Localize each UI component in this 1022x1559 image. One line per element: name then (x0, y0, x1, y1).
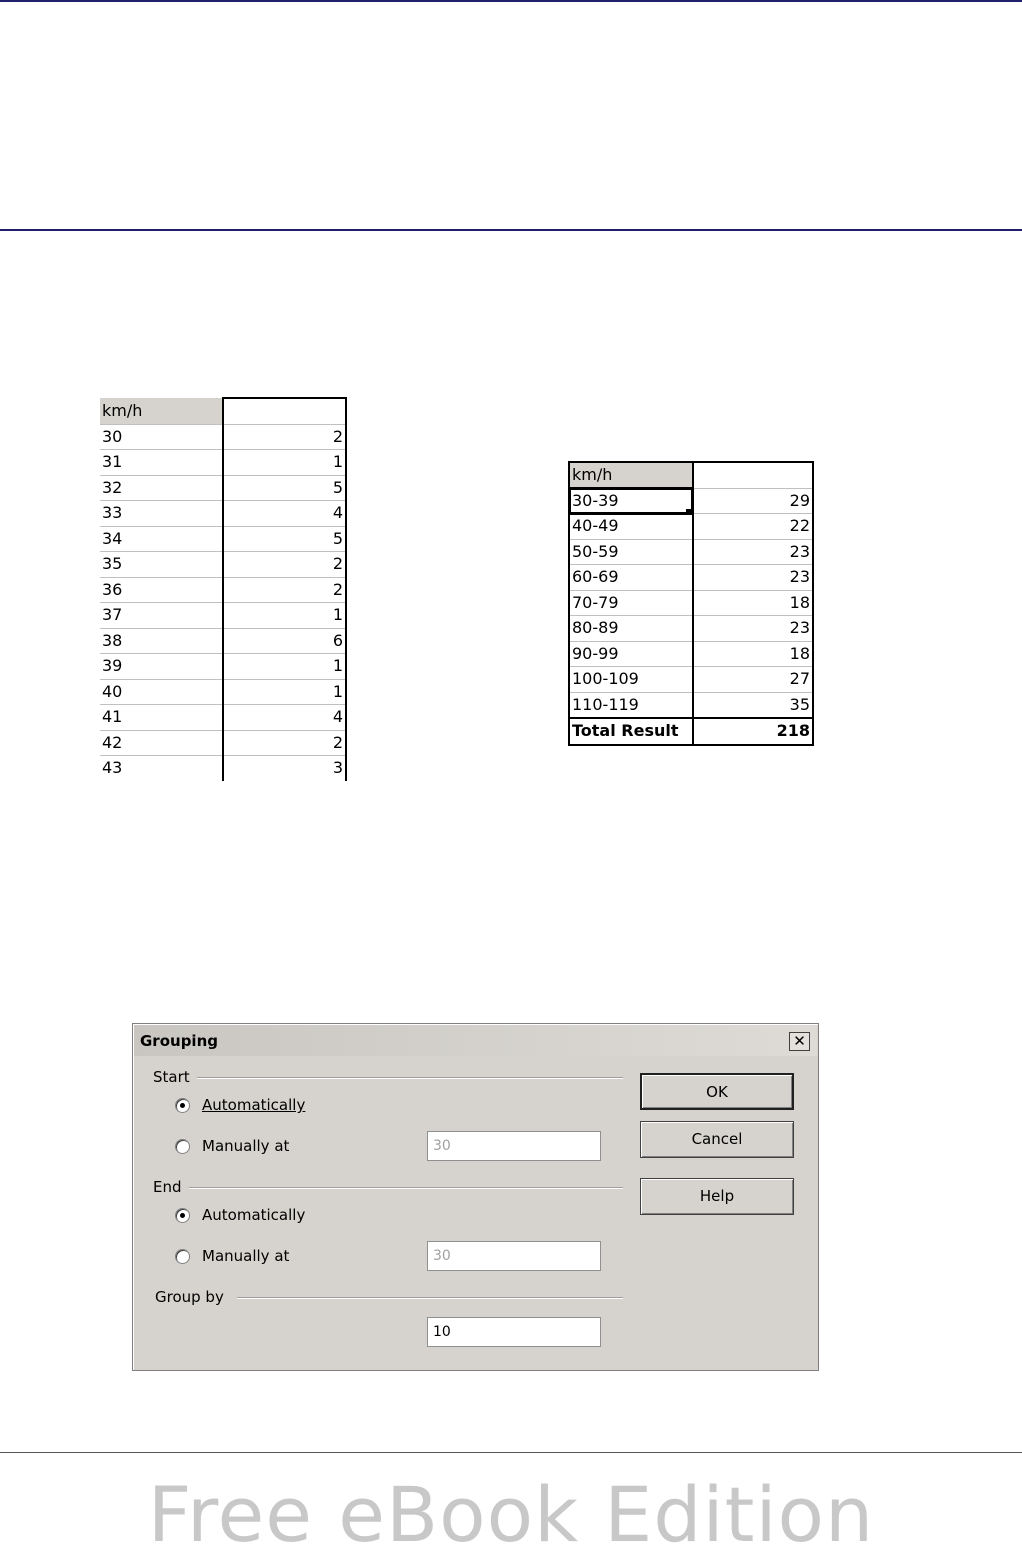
help-button[interactable]: Help (640, 1178, 794, 1215)
column-header-empty[interactable] (223, 398, 346, 424)
row-label-cell[interactable]: 43 (100, 756, 223, 782)
row-label-cell[interactable]: 38 (100, 628, 223, 654)
footer-rule (0, 1452, 1022, 1453)
row-label-cell[interactable]: 40 (100, 679, 223, 705)
table-row (100, 424, 346, 450)
row-value-cell[interactable]: 1 (223, 603, 346, 629)
row-value-cell[interactable]: 4 (223, 705, 346, 731)
row-value-cell[interactable]: 18 (693, 641, 813, 667)
table-row (569, 565, 813, 591)
table-row (100, 501, 346, 527)
column-header-kmh[interactable]: km/h (569, 462, 693, 488)
row-value-cell[interactable]: 5 (223, 475, 346, 501)
row-value-cell[interactable]: 1 (223, 450, 346, 476)
radio-unselected-icon[interactable] (175, 1139, 190, 1154)
raw-data-table (100, 397, 350, 781)
group-by-separator (237, 1297, 623, 1299)
close-icon[interactable]: ✕ (789, 1032, 810, 1051)
watermark: Free eBook Edition (147, 1470, 875, 1559)
column-header-kmh[interactable]: km/h (100, 398, 223, 424)
dialog-titlebar[interactable] (134, 1025, 817, 1056)
table-row (100, 475, 346, 501)
table-header-row (100, 398, 346, 424)
fill-handle[interactable] (686, 509, 692, 515)
row-label-cell[interactable]: 110-119 (569, 692, 693, 718)
table-row (100, 730, 346, 756)
start-manual-input[interactable]: 30 (427, 1131, 601, 1161)
column-header-empty[interactable] (693, 462, 813, 488)
row-value-cell[interactable]: 2 (223, 730, 346, 756)
end-separator (189, 1187, 623, 1189)
grouped-table (568, 461, 814, 746)
row-label-cell[interactable]: 80-89 (569, 616, 693, 642)
row-value-cell[interactable]: 2 (223, 577, 346, 603)
row-value-cell[interactable]: 1 (223, 679, 346, 705)
total-label-cell[interactable]: Total Result (569, 718, 693, 745)
grouping-dialog (132, 1023, 819, 1371)
row-value-cell[interactable]: 1 (223, 654, 346, 680)
row-label-cell[interactable]: 42 (100, 730, 223, 756)
start-manually-label: Manually at (202, 1137, 290, 1155)
total-value-cell[interactable]: 218 (693, 718, 813, 745)
row-label-cell[interactable]: 36 (100, 577, 223, 603)
row-label-cell[interactable]: 30 (100, 424, 223, 450)
end-automatically-label: Automatically (202, 1206, 306, 1224)
row-label-cell[interactable]: 35 (100, 552, 223, 578)
start-manually-radio[interactable] (175, 1137, 289, 1155)
row-value-cell[interactable]: 5 (223, 526, 346, 552)
table-header-row (569, 462, 813, 488)
table-row (100, 628, 346, 654)
row-label-cell[interactable]: 90-99 (569, 641, 693, 667)
row-label-cell[interactable]: 40-49 (569, 514, 693, 540)
table-row (569, 539, 813, 565)
table-row (569, 590, 813, 616)
group-by-input[interactable]: 10 (427, 1317, 601, 1347)
start-separator (197, 1077, 623, 1079)
table-row (569, 667, 813, 693)
end-manually-radio[interactable] (175, 1247, 289, 1265)
table-row (569, 641, 813, 667)
start-section-label: Start (153, 1068, 196, 1086)
row-value-cell[interactable]: 29 (693, 488, 813, 514)
row-value-cell[interactable]: 3 (223, 756, 346, 782)
row-value-cell[interactable]: 4 (223, 501, 346, 527)
row-value-cell[interactable]: 23 (693, 565, 813, 591)
row-value-cell[interactable]: 2 (223, 552, 346, 578)
end-manually-label: Manually at (202, 1247, 290, 1265)
row-label-cell[interactable]: 32 (100, 475, 223, 501)
cancel-button[interactable]: Cancel (640, 1121, 794, 1158)
start-automatically-label: Automatically (202, 1096, 306, 1114)
row-label-cell[interactable]: 50-59 (569, 539, 693, 565)
row-label-cell[interactable]: 41 (100, 705, 223, 731)
row-value-cell[interactable]: 2 (223, 424, 346, 450)
row-value-cell[interactable]: 22 (693, 514, 813, 540)
row-value-cell[interactable]: 18 (693, 590, 813, 616)
row-value-cell[interactable]: 23 (693, 539, 813, 565)
dialog-title: Grouping (140, 1032, 218, 1050)
row-label-cell[interactable]: 31 (100, 450, 223, 476)
end-section-label: End (153, 1178, 188, 1196)
row-value-cell[interactable]: 6 (223, 628, 346, 654)
row-label-cell[interactable]: 70-79 (569, 590, 693, 616)
top-rule (0, 0, 1022, 2)
table-row (100, 526, 346, 552)
row-label-cell[interactable]: 37 (100, 603, 223, 629)
total-row (569, 718, 813, 745)
radio-selected-icon[interactable] (175, 1098, 190, 1113)
row-label-cell[interactable]: 100-109 (569, 667, 693, 693)
table-row (100, 654, 346, 680)
radio-selected-icon[interactable] (175, 1208, 190, 1223)
row-value-cell[interactable]: 23 (693, 616, 813, 642)
row-label-cell[interactable]: 60-69 (569, 565, 693, 591)
ok-button[interactable]: OK (640, 1073, 794, 1110)
table-row (100, 603, 346, 629)
row-label-cell[interactable]: 33 (100, 501, 223, 527)
table-row (100, 756, 346, 782)
group-by-label: Group by (155, 1288, 230, 1306)
table-row (100, 679, 346, 705)
radio-unselected-icon[interactable] (175, 1249, 190, 1264)
table-row (100, 577, 346, 603)
end-automatically-radio[interactable] (175, 1206, 305, 1224)
row-value-cell[interactable]: 35 (693, 692, 813, 718)
end-manual-input[interactable]: 30 (427, 1241, 601, 1271)
table-row (569, 514, 813, 540)
row-label-cell[interactable]: 39 (100, 654, 223, 680)
table-row (569, 692, 813, 718)
row-label-cell[interactable]: 30-39 (569, 488, 693, 514)
table-row (100, 552, 346, 578)
table-row (100, 450, 346, 476)
table-row (100, 705, 346, 731)
header-rule (0, 229, 1022, 231)
row-label-cell[interactable]: 34 (100, 526, 223, 552)
table-row (569, 616, 813, 642)
start-automatically-radio[interactable] (175, 1096, 305, 1114)
row-value-cell[interactable]: 27 (693, 667, 813, 693)
